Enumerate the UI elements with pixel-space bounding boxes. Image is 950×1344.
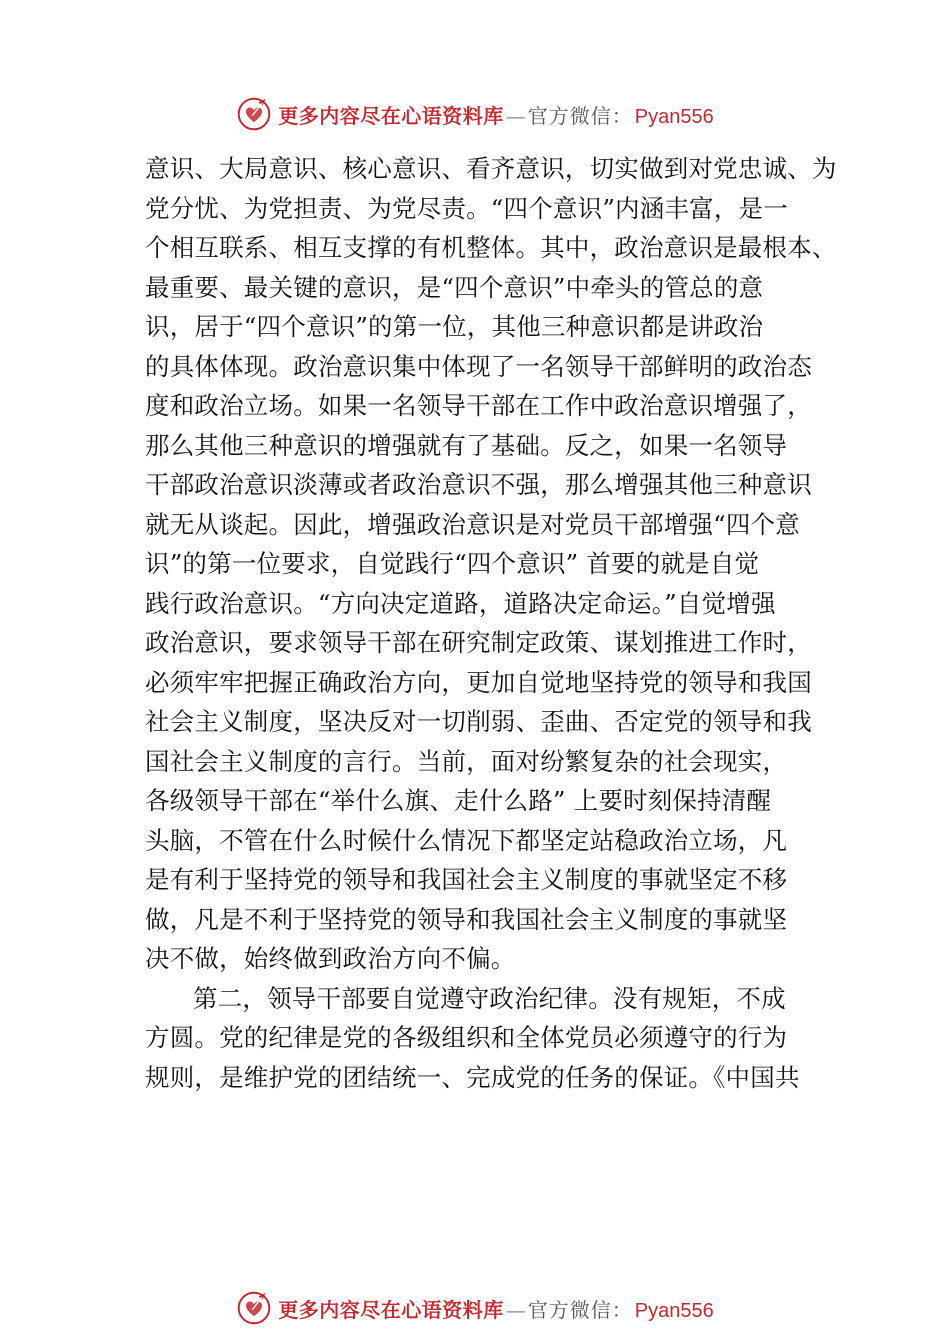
text-line: 最重要、最关键的意识，是“四个意识”中牵头的管总的意 (145, 272, 764, 302)
text-line: 就无从谈起。因此，增强政治意识是对党员干部增强“四个意 (145, 509, 800, 539)
text-line: 决不做，始终做到政治方向不偏。 (145, 944, 516, 973)
header-banner-text (278, 100, 713, 129)
text-line: 识，居于“四个意识”的第一位，其他三种意识都是讲政治 (145, 312, 764, 341)
text-line: 个相互联系、相互支撑的有机整体。其中，政治意识是最根本、 (145, 233, 837, 262)
text-line: 的具体体现。政治意识集中体现了一名领导干部鲜明的政治态 (145, 351, 812, 381)
header-wechat-id: Pyan556 (634, 105, 714, 128)
text-line: 识”的第一位要求，自觉践行“四个意识” 首要的就是自觉 (145, 549, 760, 578)
paragraph-start-line: 第二，领导干部要自觉遵守政治纪律。没有规矩，不成 (193, 983, 786, 1013)
footer-banner-text (278, 1294, 713, 1323)
text-line: 必须牢牢把握正确政治方向，更加自觉地坚持党的领导和我国 (145, 667, 812, 697)
text-line: 那么其他三种意识的增强就有了基础。反之，如果一名领导 (145, 430, 788, 460)
heart-pen-logo-icon (236, 1290, 272, 1326)
text-line: 各级领导干部在“举什么旗、走什么路” 上要时刻保持清醒 (145, 786, 772, 815)
footer-banner (0, 1286, 950, 1330)
text-line: 意识、大局意识、核心意识、看齐意识，切实做到对党忠诚、为 (145, 154, 837, 183)
header-banner (0, 92, 950, 136)
header-banner-sub: 官方微信： (527, 103, 633, 128)
text-line: 政治意识，要求领导干部在研究制定政策、谋划推进工作时， (145, 628, 812, 657)
document-body (145, 149, 835, 1097)
text-line: 做，凡是不利于坚持党的领导和我国社会主义制度的事就坚 (145, 904, 788, 934)
footer-banner-dash: — (505, 1297, 526, 1322)
text-line: 头脑，不管在什么时候什么情况下都坚定站稳政治立场，凡 (145, 825, 788, 855)
text-line: 方圆。党的纪律是党的各级组织和全体党员必须遵守的行为 (145, 1023, 788, 1052)
text-line: 党分忧、为党担责、为党尽责。“四个意识”内涵丰富，是一 (145, 193, 788, 223)
text-line: 国社会主义制度的言行。当前，面对纷繁复杂的社会现实， (145, 746, 788, 776)
text-line: 干部政治意识淡薄或者政治意识不强，那么增强其他三种意识 (145, 470, 812, 499)
text-line: 是有利于坚持党的领导和我国社会主义制度的事就坚定不移 (145, 865, 788, 894)
header-banner-main: 更多内容尽在心语资料库 (278, 103, 504, 128)
text-line: 践行政治意识。“方向决定道路，道路决定命运。”自觉增强 (145, 588, 776, 618)
footer-wechat-id: Pyan556 (634, 1299, 714, 1322)
footer-banner-sub: 官方微信： (527, 1297, 633, 1322)
text-line: 度和政治立场。如果一名领导干部在工作中政治意识增强了， (145, 391, 812, 420)
text-line: 规则，是维护党的团结统一、完成党的任务的保证。《中国共 (145, 1062, 800, 1092)
text-line: 社会主义制度，坚决反对一切削弱、歪曲、否定党的领导和我 (145, 707, 812, 736)
footer-banner-main: 更多内容尽在心语资料库 (278, 1297, 504, 1322)
heart-pen-logo-icon (236, 96, 272, 132)
header-banner-dash: — (505, 103, 526, 128)
